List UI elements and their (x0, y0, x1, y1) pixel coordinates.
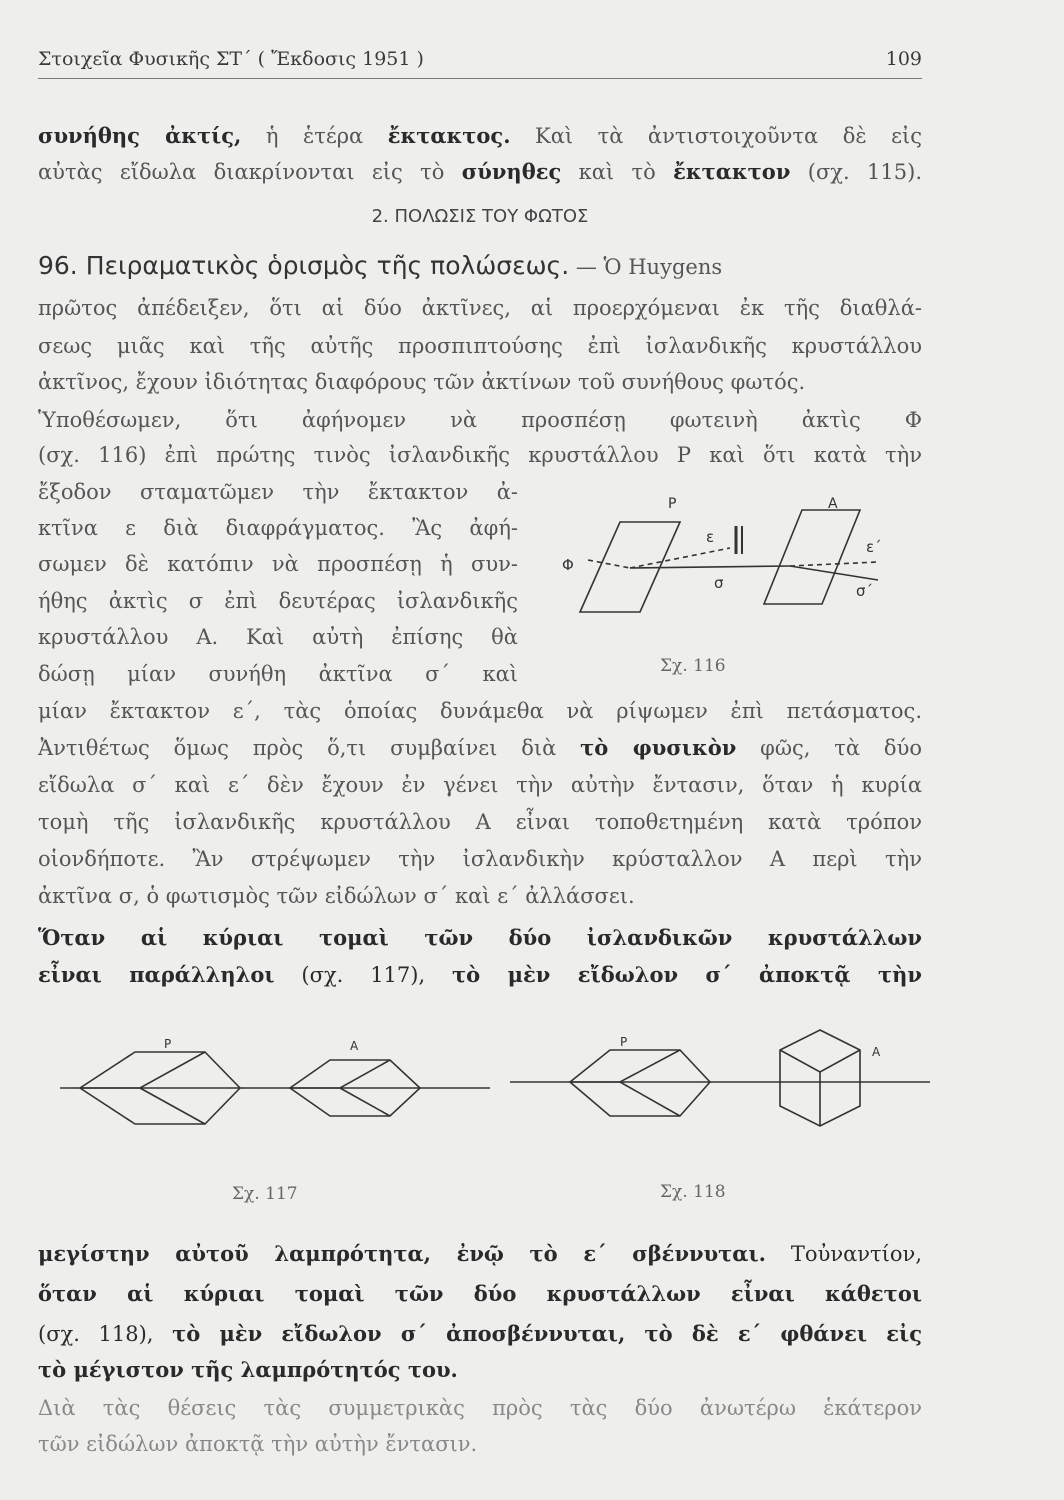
para3-line12: τομὴ τῆς ἰσλανδικῆς κρυστάλλου Α εἶναι τοποθετημένη κατὰ τρόπον (38, 810, 922, 834)
page-number: 109 (885, 48, 922, 70)
label-eps: ε (706, 528, 715, 546)
section96-line3: σεως μιᾶς καὶ τῆς αὐτῆς προσπιπτούσης ἐπὶ ἰσλανδικῆς κρυστάλλου (38, 334, 922, 358)
para4-line4: ὅταν αἱ κύριαι τομαὶ τῶν δύο κρυστάλλων εἶναι κάθετοι (38, 1281, 922, 1306)
para3-line11: εἴδωλα σ΄ καὶ ε΄ δὲν ἔχουν ἐν γένει τὴν αὐτὴν ἔντασιν, ὅταν ἡ κυρία (38, 773, 922, 797)
label-A: Α (872, 1045, 881, 1059)
para3-line14: ἀκτῖνα σ, ὁ φωτισμὸς τῶν εἰδώλων σ΄ καὶ ε΄ ἀλλάσσει. (38, 884, 635, 908)
para4-line1: Ὅταν αἱ κύριαι τομαὶ τῶν δύο ἰσλανδικῶν κρυστάλλων (38, 925, 922, 950)
para5-line2: τῶν εἰδώλων ἀποκτᾷ τὴν αὐτὴν ἔντασιν. (38, 1432, 478, 1456)
caption-116: Σχ. 116 (660, 656, 726, 676)
para3-line8: δώσῃ μίαν συνήθη ἀκτῖνα σ΄ καὶ (38, 662, 518, 686)
crystal-P (570, 1050, 710, 1116)
label-phi: Φ (562, 556, 574, 574)
para3-line3: ἔξοδον σταματῶμεν τὴν ἔκτακτον ἀ- (38, 480, 518, 504)
para3-line6: ήθης ἀκτὶς σ ἐπὶ δευτέρας ἰσλανδικῆς (38, 589, 518, 613)
para3-line7: κρυστάλλου Α. Καὶ αὐτὴ ἐπίσης θὰ (38, 625, 518, 649)
ray-epsilon2 (790, 562, 878, 566)
para3-line13: οἱονδήποτε. Ἂν στρέψωμεν τὴν ἰσλανδικὴν κρύσταλλον Α περὶ τὴν (38, 847, 922, 871)
caption-117: Σχ. 117 (232, 1184, 298, 1204)
para4-line2: εἶναι παράλληλοι (σχ. 117), τὸ μὲν εἴδωλον σ΄ ἀποκτᾷ τὴν (38, 962, 923, 987)
para3-line10: Ἀντιθέτως ὅμως πρὸς ὅ,τι συμβαίνει διὰ τὸ φυσικὸν φῶς, τὰ δύο (38, 735, 922, 760)
section-heading: 2. ΠΟΛΩΣΙΣ ΤΟΥ ΦΩΤΟΣ (371, 206, 589, 227)
para4-line5: (σχ. 118), τὸ μὲν εἴδωλον σ΄ ἀποσβέννυται, τὸ δὲ ε΄ φθάνει εἰς (38, 1321, 922, 1346)
para3-line1: Ὑποθέσωμεν, ὅτι ἀφήνομεν νὰ προσπέσῃ φωτεινὴ ἀκτὶς Φ (38, 408, 922, 432)
para1-line1: συνήθης ἀκτίς, ἡ ἑτέρα ἔκτακτος. Καὶ τὰ ἀντιστοιχοῦντα δὲ εἰς (38, 123, 922, 148)
ray-sigma2 (790, 566, 878, 580)
ray-sigma (630, 566, 790, 568)
para4-line6: τὸ μέγιστον τῆς λαμπρότητός του. (38, 1357, 458, 1382)
figure-116 (560, 490, 920, 640)
running-header (38, 44, 922, 79)
ray-epsilon (630, 548, 730, 568)
header-title: Στοιχεῖα Φυσικῆς ΣΤ΄ ( Ἔκδοσις 1951 ) (38, 48, 424, 70)
crystal-A (764, 510, 860, 604)
para3-line9: μίαν ἔκτακτον ε΄, τὰς ὁποίας δυνάμεθα νὰ ρίψωμεν ἐπὶ πετάσματος. (38, 699, 922, 723)
figure-118 (510, 1020, 930, 1140)
section96-line1: 96. Πειραματικὸς ὁρισμὸς τῆς πολώσεως. — Ὁ Huygens (38, 251, 723, 280)
section96-title: 96. Πειραματικὸς ὁρισμὸς τῆς πολώσεως. (38, 251, 570, 280)
caption-118: Σχ. 118 (660, 1182, 726, 1202)
ray-phi (588, 560, 630, 568)
label-A: Α (350, 1039, 359, 1053)
para5-line1: Διὰ τὰς θέσεις τὰς συμμετρικὰς πρὸς τὰς δύο ἀνωτέρω ἑκάτερον (38, 1396, 922, 1420)
label-sigma: σ (714, 574, 724, 592)
label-eps2: ε΄ (866, 538, 882, 556)
para3-line4: κτῖνα ε διὰ διαφράγματος. Ἂς ἀφή- (38, 516, 518, 540)
para4-line3: μεγίστην αὐτοῦ λαμπρότητα, ἐνῷ τὸ ε΄ σβέννυται. Τοὐναντίον, (38, 1241, 922, 1266)
section96-line2: πρῶτος ἀπέδειξεν, ὅτι αἱ δύο ἀκτῖνες, αἱ προερχόμεναι ἐκ τῆς διαθλά- (38, 296, 922, 320)
label-P: Ρ (620, 1035, 628, 1049)
para3-line2: (σχ. 116) ἐπὶ πρώτης τινὸς ἰσλανδικῆς κρυστάλλου Ρ καὶ ὅτι κατὰ τὴν (38, 443, 922, 467)
label-P: Ρ (668, 496, 677, 512)
para1-line2: αὐτὰς εἴδωλα διακρίνονται εἰς τὸ σύνηθες καὶ τὸ ἔκτακτον (σχ. 115). (38, 159, 922, 184)
section96-line4: ἀκτῖνος, ἔχουν ἰδιότητας διαφόρους τῶν ἀκτίνων τοῦ συνήθους φωτός. (38, 370, 806, 394)
label-sigma2: σ΄ (856, 582, 874, 600)
label-P: Ρ (164, 1037, 172, 1051)
label-A: Α (828, 496, 838, 512)
figure-117 (60, 1030, 490, 1130)
para3-line5: σωμεν δὲ κατόπιν νὰ προσπέσῃ ἡ συν- (38, 552, 518, 576)
